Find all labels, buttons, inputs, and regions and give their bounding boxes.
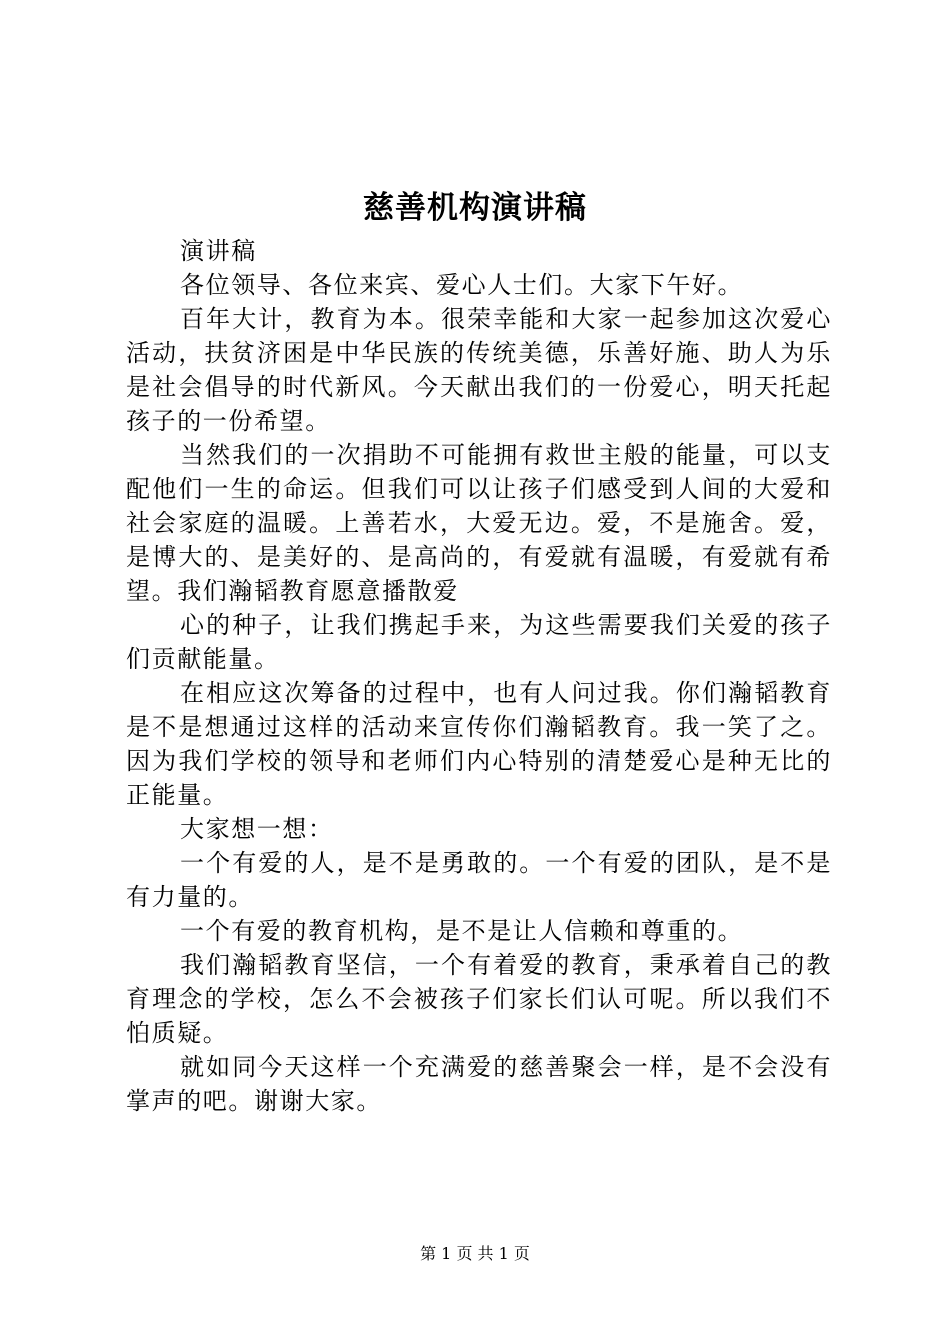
paragraph: 在相应这次筹备的过程中，也有人问过我。你们瀚韬教育是不是想通过这样的活动来宣传你们瀚韬教育。我一笑了之。因为我们学校的领导和老师们内心特别的清楚爱心是种无比的正能量。 xyxy=(126,679,832,809)
paragraph: 一个有爱的教育机构，是不是让人信赖和尊重的。 xyxy=(180,917,744,945)
page-number-footer: 第 1 页 共 1 页 xyxy=(420,1244,530,1263)
document-body xyxy=(126,234,832,1118)
paragraph: 我们瀚韬教育坚信，一个有着爱的教育，秉承着自己的教育理念的学校，怎么不会被孩子们家长们认可呢。所以我们不怕质疑。 xyxy=(126,951,832,1047)
paragraph: 百年大计，教育为本。很荣幸能和大家一起参加这次爱心活动，扶贫济困是中华民族的传统美德，乐善好施、助人为乐是社会倡导的时代新风。今天献出我们的一份爱心，明天托起孩子的一份希望。 xyxy=(126,305,832,435)
paragraph: 心的种子，让我们携起手来，为这些需要我们关爱的孩子们贡献能量。 xyxy=(126,611,832,673)
paragraph: 当然我们的一次捐助不可能拥有救世主般的能量，可以支配他们一生的命运。但我们可以让孩子们感受到人间的大爱和社会家庭的温暖。上善若水，大爱无边。爱，不是施舍。爱，是博大的、是美好的、是高尚的，有爱就有温暖，有爱就有希望。我们瀚韬教育愿意播散爱 xyxy=(126,441,832,605)
paragraph: 就如同今天这样一个充满爱的慈善聚会一样，是不会没有掌声的吧。谢谢大家。 xyxy=(126,1053,832,1115)
document-title: 慈善机构演讲稿 xyxy=(363,190,587,226)
paragraph: 各位领导、各位来宾、爱心人士们。大家下午好。 xyxy=(180,271,744,299)
paragraph: 演讲稿 xyxy=(180,237,257,265)
paragraph: 大家想一想： xyxy=(180,815,334,843)
paragraph: 一个有爱的人，是不是勇敢的。一个有爱的团队，是不是有力量的。 xyxy=(126,849,832,911)
